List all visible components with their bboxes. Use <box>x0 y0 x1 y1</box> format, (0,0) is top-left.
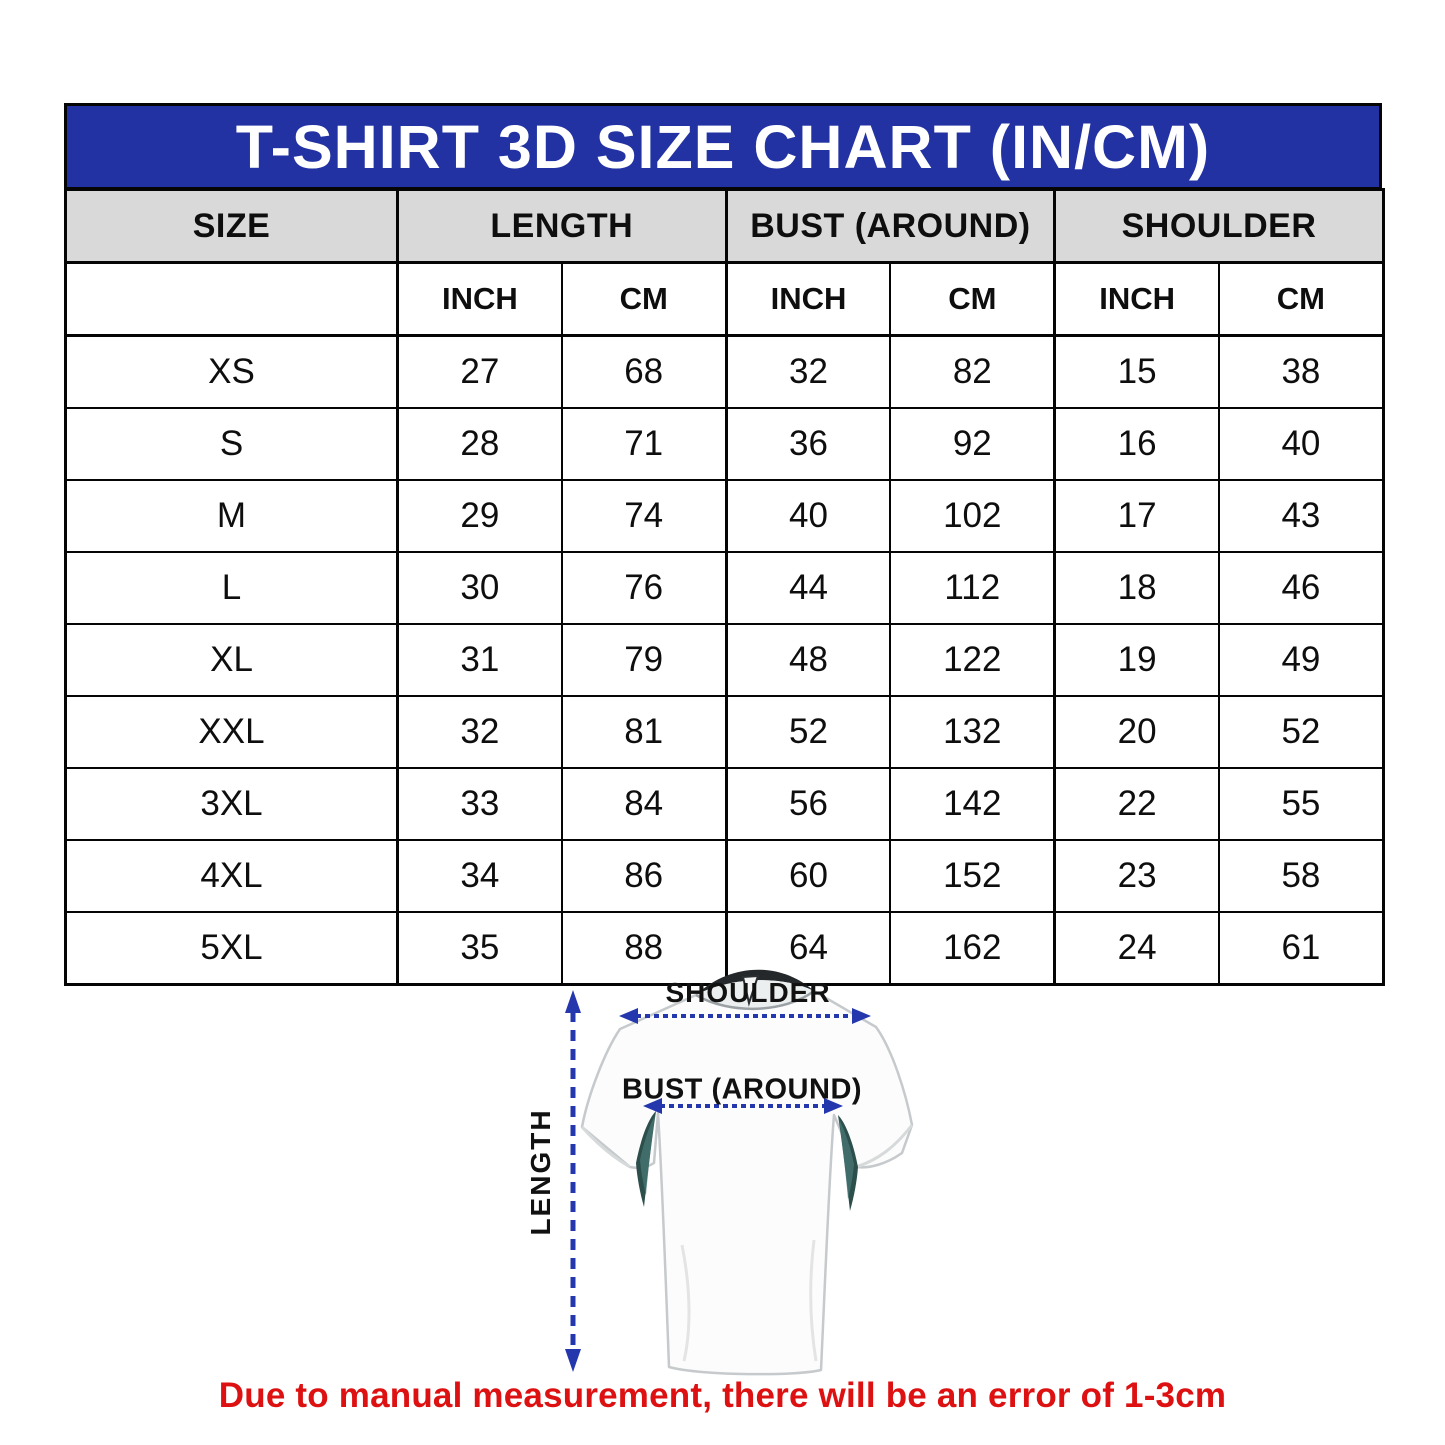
col-header-bust: BUST (AROUND) <box>726 190 1055 263</box>
unit-header-length-inch: INCH <box>398 263 562 336</box>
shoulder-measure-label: SHOULDER <box>665 977 831 1008</box>
value-cell: 52 <box>726 696 890 768</box>
value-cell: 32 <box>726 336 890 409</box>
value-cell: 71 <box>562 408 726 480</box>
size-chart-table <box>64 188 1385 986</box>
value-cell: 34 <box>398 840 562 912</box>
value-cell: 58 <box>1219 840 1383 912</box>
table-row <box>66 696 1384 768</box>
table-row <box>66 336 1384 409</box>
table-row <box>66 408 1384 480</box>
size-cell: XXL <box>66 696 398 768</box>
length-arrowhead-top <box>565 990 581 1013</box>
value-cell: 86 <box>562 840 726 912</box>
table-row <box>66 480 1384 552</box>
value-cell: 132 <box>890 696 1054 768</box>
table-row <box>66 624 1384 696</box>
value-cell: 18 <box>1055 552 1219 624</box>
length-arrowhead-bottom <box>565 1349 581 1372</box>
value-cell: 38 <box>1219 336 1383 409</box>
table-header-row <box>66 190 1384 263</box>
table-row <box>66 840 1384 912</box>
value-cell: 32 <box>398 696 562 768</box>
value-cell: 52 <box>1219 696 1383 768</box>
value-cell: 152 <box>890 840 1054 912</box>
value-cell: 112 <box>890 552 1054 624</box>
bust-measure-label: BUST (AROUND) <box>621 1073 863 1106</box>
value-cell: 81 <box>562 696 726 768</box>
size-cell: 4XL <box>66 840 398 912</box>
size-cell: XL <box>66 624 398 696</box>
value-cell: 40 <box>726 480 890 552</box>
value-cell: 22 <box>1055 768 1219 840</box>
value-cell: 40 <box>1219 408 1383 480</box>
tshirt-body <box>582 991 912 1374</box>
value-cell: 19 <box>1055 624 1219 696</box>
col-header-length: LENGTH <box>398 190 727 263</box>
value-cell: 82 <box>890 336 1054 409</box>
value-cell: 20 <box>1055 696 1219 768</box>
size-cell: S <box>66 408 398 480</box>
value-cell: 43 <box>1219 480 1383 552</box>
unit-header-row <box>66 263 1384 336</box>
table-row <box>66 552 1384 624</box>
value-cell: 122 <box>890 624 1054 696</box>
col-header-shoulder: SHOULDER <box>1055 190 1384 263</box>
tshirt-graphic <box>582 970 912 1374</box>
col-header-size: SIZE <box>66 190 398 263</box>
value-cell: 56 <box>726 768 890 840</box>
value-cell: 28 <box>398 408 562 480</box>
value-cell: 36 <box>726 408 890 480</box>
value-cell: 79 <box>562 624 726 696</box>
value-cell: 64 <box>726 912 890 985</box>
value-cell: 33 <box>398 768 562 840</box>
value-cell: 88 <box>562 912 726 985</box>
size-cell: M <box>66 480 398 552</box>
value-cell: 30 <box>398 552 562 624</box>
value-cell: 60 <box>726 840 890 912</box>
value-cell: 84 <box>562 768 726 840</box>
shoulder-arrowhead-left <box>619 1008 638 1024</box>
value-cell: 74 <box>562 480 726 552</box>
value-cell: 102 <box>890 480 1054 552</box>
value-cell: 162 <box>890 912 1054 985</box>
value-cell: 29 <box>398 480 562 552</box>
value-cell: 142 <box>890 768 1054 840</box>
page-title: T-SHIRT 3D SIZE CHART (IN/CM) <box>235 112 1211 181</box>
unit-header-shoulder-inch: INCH <box>1055 263 1219 336</box>
size-cell: L <box>66 552 398 624</box>
value-cell: 35 <box>398 912 562 985</box>
value-cell: 31 <box>398 624 562 696</box>
value-cell: 76 <box>562 552 726 624</box>
size-table-body <box>66 336 1384 985</box>
empty-corner-cell <box>66 263 398 336</box>
table-row <box>66 768 1384 840</box>
value-cell: 48 <box>726 624 890 696</box>
size-cell: XS <box>66 336 398 409</box>
value-cell: 24 <box>1055 912 1219 985</box>
unit-header-bust-cm: CM <box>890 263 1054 336</box>
size-cell: 5XL <box>66 912 398 985</box>
value-cell: 16 <box>1055 408 1219 480</box>
unit-header-length-cm: CM <box>562 263 726 336</box>
value-cell: 17 <box>1055 480 1219 552</box>
size-cell: 3XL <box>66 768 398 840</box>
value-cell: 61 <box>1219 912 1383 985</box>
value-cell: 46 <box>1219 552 1383 624</box>
value-cell: 49 <box>1219 624 1383 696</box>
length-measure-label: LENGTH <box>525 1108 556 1236</box>
value-cell: 55 <box>1219 768 1383 840</box>
value-cell: 23 <box>1055 840 1219 912</box>
value-cell: 27 <box>398 336 562 409</box>
unit-header-bust-inch: INCH <box>726 263 890 336</box>
value-cell: 44 <box>726 552 890 624</box>
value-cell: 15 <box>1055 336 1219 409</box>
measurement-error-note: Due to manual measurement, there will be an error of 1-3cm <box>218 1376 1227 1415</box>
value-cell: 92 <box>890 408 1054 480</box>
title-banner <box>64 103 1382 190</box>
unit-header-shoulder-cm: CM <box>1219 263 1383 336</box>
value-cell: 68 <box>562 336 726 409</box>
